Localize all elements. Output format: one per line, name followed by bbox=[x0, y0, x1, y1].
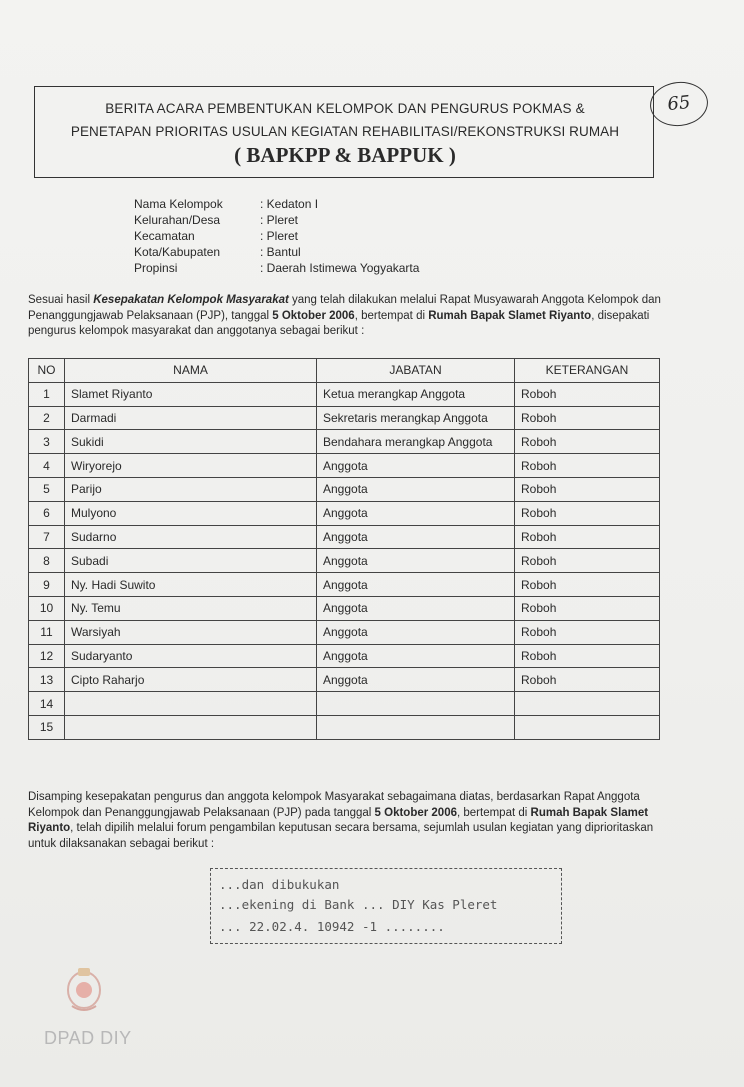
cell-nama: Sudarno bbox=[65, 525, 317, 549]
cell-nama: Sudaryanto bbox=[65, 644, 317, 668]
cell-jabatan bbox=[317, 692, 515, 716]
para-text: , disepakati pengurus kelompok masyarakat dan anggotanya sebagai berikut : bbox=[28, 309, 650, 337]
col-header-nama: NAMA bbox=[65, 359, 317, 383]
para-emphasis: Kesepakatan Kelompok Masyarakat bbox=[93, 294, 289, 306]
info-label: Kelurahan/Desa bbox=[134, 213, 221, 227]
table-row bbox=[29, 501, 660, 525]
table-row bbox=[29, 644, 660, 668]
info-label: Kota/Kabupaten bbox=[134, 245, 221, 259]
cell-no: 7 bbox=[29, 525, 65, 549]
bank-stamp bbox=[210, 868, 562, 944]
info-value: : Pleret bbox=[260, 229, 299, 243]
cell-keterangan bbox=[515, 692, 660, 716]
cell-keterangan bbox=[515, 715, 660, 739]
cell-nama: Sukidi bbox=[65, 430, 317, 454]
info-value: : Pleret bbox=[260, 213, 299, 227]
cell-no: 3 bbox=[29, 430, 65, 454]
info-value: : Kedaton I bbox=[260, 197, 319, 211]
cell-no: 9 bbox=[29, 573, 65, 597]
meeting-place: Rumah Bapak Slamet Riyanto bbox=[28, 806, 649, 834]
para-text: yang telah dilakukan melalui Rapat Musyawarah Anggota Kelompok dan Penanggungjawab Pelaksanaan (PJP), tanggal bbox=[28, 294, 661, 322]
document-header bbox=[34, 86, 654, 178]
cell-keterangan: Roboh bbox=[515, 430, 660, 454]
cell-keterangan: Roboh bbox=[515, 668, 660, 692]
cell-keterangan: Roboh bbox=[515, 406, 660, 430]
info-value: : Bantul bbox=[260, 245, 301, 259]
table-row bbox=[29, 692, 660, 716]
cell-keterangan: Roboh bbox=[515, 596, 660, 620]
cell-no: 13 bbox=[29, 668, 65, 692]
col-header-jabatan: JABATAN bbox=[317, 359, 515, 383]
cell-jabatan: Anggota bbox=[317, 477, 515, 501]
cell-nama: Wiryorejo bbox=[65, 454, 317, 478]
cell-nama: Parijo bbox=[65, 477, 317, 501]
cell-no: 1 bbox=[29, 382, 65, 406]
closing-paragraph bbox=[28, 790, 662, 852]
table-row bbox=[29, 525, 660, 549]
cell-nama bbox=[65, 715, 317, 739]
header-title-abbrev: ( BAPKPP & BAPPUK ) bbox=[234, 143, 456, 167]
cell-no: 5 bbox=[29, 477, 65, 501]
table-row bbox=[29, 406, 660, 430]
cell-jabatan bbox=[317, 715, 515, 739]
cell-no: 11 bbox=[29, 620, 65, 644]
cell-jabatan: Anggota bbox=[317, 573, 515, 597]
dpad-logo-icon bbox=[62, 962, 106, 1014]
cell-keterangan: Roboh bbox=[515, 382, 660, 406]
table-row bbox=[29, 430, 660, 454]
cell-jabatan: Sekretaris merangkap Anggota bbox=[317, 406, 515, 430]
cell-nama: Warsiyah bbox=[65, 620, 317, 644]
para-text: , bertempat di bbox=[354, 309, 429, 322]
members-table bbox=[28, 358, 660, 740]
meeting-place: Rumah Bapak Slamet Riyanto bbox=[428, 309, 592, 322]
table-header-row bbox=[29, 359, 660, 383]
cell-no: 10 bbox=[29, 596, 65, 620]
para-text: Sesuai hasil bbox=[28, 294, 94, 306]
handwritten-page-number: 65 bbox=[648, 79, 710, 129]
table-row bbox=[29, 382, 660, 406]
cell-no: 4 bbox=[29, 454, 65, 478]
table-row bbox=[29, 573, 660, 597]
table-row bbox=[29, 477, 660, 501]
cell-nama: Slamet Riyanto bbox=[65, 382, 317, 406]
para-text: , telah dipilih melalui forum pengambilan keputusan secara bersama, sejumlah usulan kegiatan yang diprioritaskan untuk dilaksanakan sebagai berikut : bbox=[28, 822, 654, 850]
table-row bbox=[29, 715, 660, 739]
info-label: Kecamatan bbox=[134, 229, 195, 243]
table-row bbox=[29, 620, 660, 644]
info-label: Nama Kelompok bbox=[134, 197, 223, 211]
cell-no: 6 bbox=[29, 501, 65, 525]
cell-nama: Darmadi bbox=[65, 406, 317, 430]
cell-nama: Cipto Raharjo bbox=[65, 668, 317, 692]
cell-nama bbox=[65, 692, 317, 716]
cell-no: 12 bbox=[29, 644, 65, 668]
cell-keterangan: Roboh bbox=[515, 573, 660, 597]
cell-jabatan: Anggota bbox=[317, 549, 515, 573]
info-value: : Daerah Istimewa Yogyakarta bbox=[260, 261, 420, 275]
cell-nama: Subadi bbox=[65, 549, 317, 573]
col-header-keterangan: KETERANGAN bbox=[515, 359, 660, 383]
cell-jabatan: Anggota bbox=[317, 525, 515, 549]
para-text: Disamping kesepakatan pengurus dan anggota kelompok Masyarakat sebagaimana diatas, berdasarkan Rapat Anggota Kelompok dan Penanggungjawab Pelaksanaan (PJP) pada tanggal bbox=[28, 791, 640, 819]
cell-keterangan: Roboh bbox=[515, 477, 660, 501]
cell-jabatan: Anggota bbox=[317, 596, 515, 620]
cell-jabatan: Ketua merangkap Anggota bbox=[317, 382, 515, 406]
archive-watermark: DPAD DIY bbox=[44, 1028, 132, 1048]
cell-keterangan: Roboh bbox=[515, 644, 660, 668]
cell-no: 15 bbox=[29, 715, 65, 739]
cell-keterangan: Roboh bbox=[515, 501, 660, 525]
cell-nama: Mulyono bbox=[65, 501, 317, 525]
cell-keterangan: Roboh bbox=[515, 454, 660, 478]
cell-nama: Ny. Temu bbox=[65, 596, 317, 620]
cell-no: 8 bbox=[29, 549, 65, 573]
cell-jabatan: Anggota bbox=[317, 620, 515, 644]
header-title-line1: BERITA ACARA PEMBENTUKAN KELOMPOK DAN PENGURUS POKMAS & bbox=[105, 101, 585, 116]
meeting-date: 5 Oktober 2006 bbox=[272, 309, 355, 322]
cell-no: 14 bbox=[29, 692, 65, 716]
header-title-line2: PENETAPAN PRIORITAS USULAN KEGIATAN REHABILITASI/REKONSTRUKSI RUMAH bbox=[70, 124, 620, 139]
cell-jabatan: Anggota bbox=[317, 454, 515, 478]
cell-jabatan: Anggota bbox=[317, 501, 515, 525]
intro-paragraph bbox=[28, 293, 662, 340]
cell-keterangan: Roboh bbox=[515, 549, 660, 573]
table-row bbox=[29, 668, 660, 692]
para-text: , bertempat di bbox=[457, 806, 531, 819]
cell-jabatan: Anggota bbox=[317, 668, 515, 692]
table-row bbox=[29, 454, 660, 478]
stamp-line: ...dan dibukukan bbox=[219, 877, 340, 892]
meeting-date: 5 Oktober 2006 bbox=[374, 806, 457, 819]
cell-keterangan: Roboh bbox=[515, 620, 660, 644]
col-header-no: NO bbox=[29, 359, 65, 383]
cell-keterangan: Roboh bbox=[515, 525, 660, 549]
cell-jabatan: Bendahara merangkap Anggota bbox=[317, 430, 515, 454]
cell-no: 2 bbox=[29, 406, 65, 430]
cell-nama: Ny. Hadi Suwito bbox=[65, 573, 317, 597]
cell-jabatan: Anggota bbox=[317, 644, 515, 668]
table-row bbox=[29, 549, 660, 573]
stamp-line: ... 22.02.4. 10942 -1 ........ bbox=[219, 919, 445, 934]
table-row bbox=[29, 596, 660, 620]
info-label: Propinsi bbox=[134, 261, 178, 275]
stamp-line: ...ekening di Bank ... DIY Kas Pleret bbox=[219, 897, 498, 912]
